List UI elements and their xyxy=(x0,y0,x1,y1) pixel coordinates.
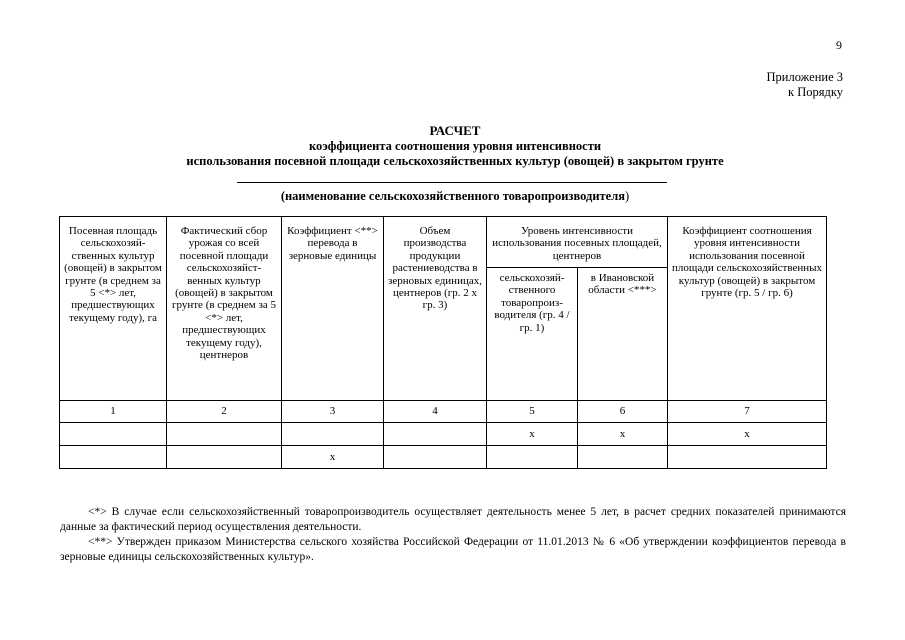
title-main: РАСЧЕТ xyxy=(429,123,481,138)
table-cell[interactable] xyxy=(167,423,282,446)
table-cell: x xyxy=(578,423,668,446)
column-number-cell: 7 xyxy=(668,401,827,423)
page-number: 9 xyxy=(836,38,842,52)
document-title xyxy=(60,122,850,169)
appendix-line-2: к Порядку xyxy=(788,85,843,99)
table-cell[interactable] xyxy=(384,446,487,469)
table-cell[interactable] xyxy=(668,446,827,469)
title-line-2: коэффициента соотношения уровня интенсивности xyxy=(308,139,602,153)
header-cell-col2: Фактический сбор урожая со всей посевной площади сельскохозяйст-венных культур (овощей) в закрытом грунте (в среднем за 5 <*> лет, предшествующих текущему году), центнеров xyxy=(167,217,282,401)
calculation-table xyxy=(59,216,827,469)
column-number-cell: 4 xyxy=(384,401,487,423)
header-cell-col3: Коэффициент <**> перевода в зерновые единицы xyxy=(282,217,384,401)
table-cell[interactable] xyxy=(578,446,668,469)
header-cell-col1: Посевная площадь сельскохозяй-ственных культур (овощей) в закрытом грунте (в среднем за 5 <*> лет, предшествующих текущему году), га xyxy=(60,217,167,401)
producer-name-blank-line xyxy=(237,182,667,183)
header-cell-col4: Объем производства продукции растениеводства в зерновых единицах, центнеров (гр. 2 x гр. 3) xyxy=(384,217,487,401)
table-cell[interactable] xyxy=(487,446,578,469)
header-row-1 xyxy=(60,217,827,268)
producer-name-caption xyxy=(60,189,850,204)
table-row xyxy=(60,423,827,446)
table-cell[interactable] xyxy=(384,423,487,446)
appendix-reference xyxy=(767,70,843,100)
footnotes xyxy=(60,505,846,565)
column-number-cell: 3 xyxy=(282,401,384,423)
header-cell-col5: сельскохозяй-ственного товаропроиз-водителя (гр. 4 / гр. 1) xyxy=(487,268,578,401)
title-line-3: использования посевной площади сельскохозяйственных культур (овощей) в закрытом грунте xyxy=(186,154,724,168)
producer-caption-text: (наименование сельскохозяйственного товаропроизводителя xyxy=(280,189,625,203)
column-number-cell: 5 xyxy=(487,401,578,423)
column-number-cell: 2 xyxy=(167,401,282,423)
table-cell: x xyxy=(487,423,578,446)
footnote-1: <*> В случае если сельскохозяйственный товаропроизводитель осуществляет деятельность менее 5 лет, в расчет средних показателей принимаются данные за фактический период осуществления деятельности. xyxy=(60,506,846,533)
column-number-row xyxy=(60,401,827,423)
table-cell: x xyxy=(282,446,384,469)
table-cell[interactable] xyxy=(282,423,384,446)
producer-caption-close-paren: ) xyxy=(625,189,630,203)
header-cell-col6: в Ивановской области <***> xyxy=(578,268,668,401)
table-cell[interactable] xyxy=(60,423,167,446)
appendix-line-1: Приложение 3 xyxy=(766,70,843,84)
header-cell-col56-group: Уровень интенсивности использования посевных площадей, центнеров xyxy=(487,217,668,268)
table-cell[interactable] xyxy=(167,446,282,469)
column-number-cell: 1 xyxy=(60,401,167,423)
header-cell-col7: Коэффициент соотношения уровня интенсивности использования посевной площади сельскохозяйственных культур (овощей) в закрытом грунте (гр. 5 / гр. 6) xyxy=(668,217,827,401)
table-cell[interactable] xyxy=(60,446,167,469)
footnote-2: <**> Утвержден приказом Министерства сельского хозяйства Российской Федерации от 11.01.2013 № 6 «Об утверждении коэффициентов перевода в зерновые единицы сельскохозяйственных культур». xyxy=(60,536,846,563)
column-number-cell: 6 xyxy=(578,401,668,423)
table-row xyxy=(60,446,827,469)
table-cell: x xyxy=(668,423,827,446)
